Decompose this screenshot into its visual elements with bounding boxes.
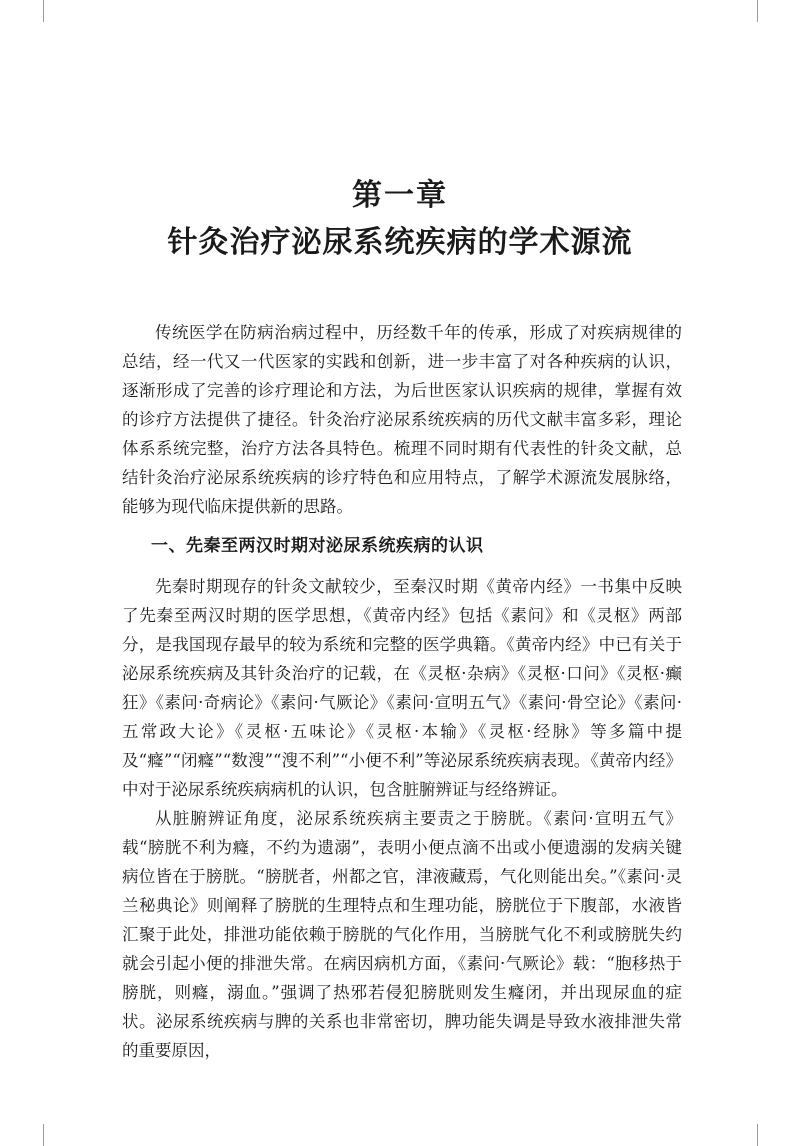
crop-mark-bottom-right <box>757 1124 758 1146</box>
chapter-number: 第一章 <box>352 178 448 213</box>
crop-mark-top-right <box>757 0 758 22</box>
body-paragraph: 先秦时期现存的针灸文献较少，至秦汉时期《黄帝内经》一书集中反映了先秦至两汉时期的医学思想，《黄帝内经》包括《素问》和《灵枢》两部分，是我国现存最早的较为系统和完整的医学典籍。《黄帝内经》中已有关于泌尿系统疾病及其针灸治疗的记载，在《灵枢·杂病》《灵枢·口问》《灵枢·癫狂》《素问·奇病论》《素问·气厥论》《素问·宣明五气》《素问·骨空论》《素问·五常政大论》《灵枢·五味论》《灵枢·本输》《灵枢·经脉》等多篇中提及“癃”“闭癃”“数溲”“溲不利”“小便不利”等泌尿系统疾病表现。《黄帝内经》中对于泌尿系统疾病病机的认识，包含脏腑辨证与经络辨证。 <box>122 577 682 799</box>
intro-paragraph: 传统医学在防病治病过程中，历经数千年的传承，形成了对疾病规律的总结，经一代又一代医家的实践和创新，进一步丰富了对各种疾病的认识，逐渐形成了完善的诊疗理论和方法，为后世医家认识疾病的规律，掌握有效的诊疗方法提供了捷径。针灸治疗泌尿系统疾病的历代文献丰富多彩，理论体系系统完整，治疗方法各具特色。梳理不同时期有代表性的针灸文献，总结针灸治疗泌尿系统疾病的诊疗特色和应用特点，了解学术源流发展脉络，能够为现代临床提供新的思路。 <box>122 323 682 516</box>
chapter-title: 针灸治疗泌尿系统疾病的学术源流 <box>167 225 633 260</box>
crop-mark-bottom-left <box>43 1124 44 1146</box>
crop-mark-top-left <box>43 0 44 22</box>
section-heading: 一、先秦至两汉时期对泌尿系统疾病的认识 <box>151 536 484 556</box>
section-body <box>122 572 682 1065</box>
intro-section <box>122 318 682 521</box>
body-paragraph: 从脏腑辨证角度，泌尿系统疾病主要责之于膀胱。《素问·宣明五气》载“膀胱不利为癃，不约为遗溺”，表明小便点滴不出或小便遗溺的发病关键病位皆在于膀胱。“膀胱者，州都之官，津液藏焉，气化则能出矣。”《素问·灵兰秘典论》则阐释了膀胱的生理特点和生理功能，膀胱位于下腹部，水液皆汇聚于此处，排泄功能依赖于膀胱的气化作用，当膀胱气化不利或膀胱失约就会引起小便的排泄失常。在病因病机方面，《素问·气厥论》载：“胞移热于膀胱，则癃，溺血。”强调了热邪若侵犯膀胱则发生癃闭，并出现尿血的症状。泌尿系统疾病与脾的关系也非常密切，脾功能失调是导致水液排泄失常的重要原因， <box>122 809 682 1060</box>
